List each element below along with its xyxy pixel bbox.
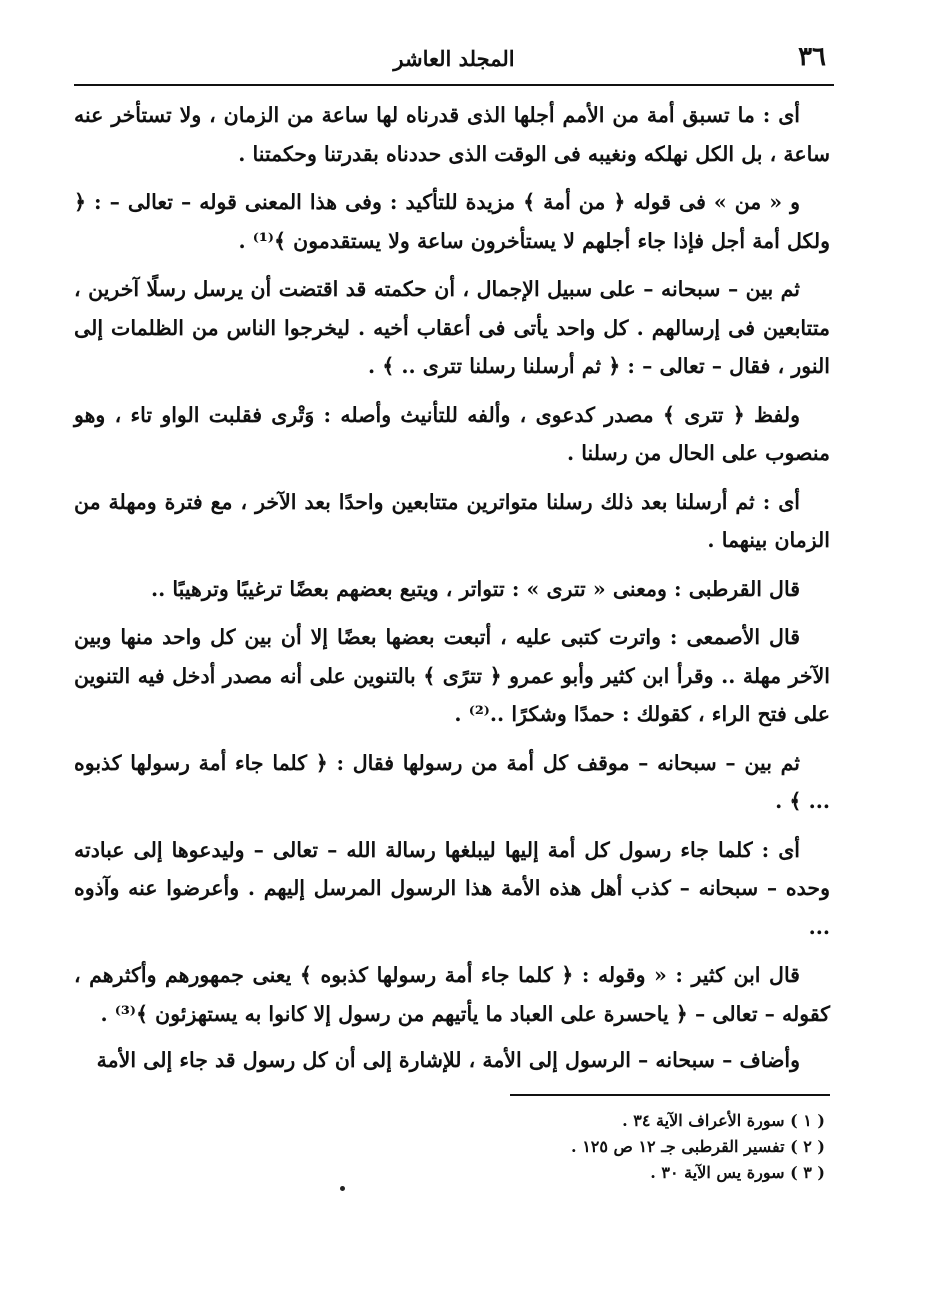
footnote: ( ١ ) سورة الأعراف الآية ٣٤ . bbox=[622, 1111, 825, 1130]
main-text bbox=[74, 96, 830, 1088]
paragraph: و « من » فى قوله ﴿ من أمة ﴾ مزيدة للتأكيد : وفى هذا المعنى قوله – تعالى – : ﴿ ولكل أمة أجل فإذا جاء أجلهم لا يستأخرون ساعة ولا يستقدمون ﴾⁽¹⁾ . bbox=[74, 190, 830, 253]
paragraph: وأضاف – سبحانه – الرسول إلى الأمة ، للإشارة إلى أن كل رسول قد جاء إلى الأمة bbox=[96, 1048, 800, 1072]
page-header bbox=[74, 40, 834, 86]
footnote: ( ٢ ) تفسير القرطبى جـ ١٢ ص ١٢٥ . bbox=[571, 1137, 825, 1156]
paragraph: أى : ثم أرسلنا بعد ذلك رسلنا متواترين متتابعين واحدًا بعد الآخر ، مع فترة ومهلة من الزمان بينهما . bbox=[74, 489, 830, 552]
paragraph: أى : ما تسبق أمة من الأمم أجلها الذى قدرناه لها ساعة من الزمان ، ولا تستأخر عنه ساعة ، بل الكل نهلكه ونغيبه فى الوقت الذى حددناه بقدرتنا وحكمتنا . bbox=[74, 103, 830, 166]
paragraph: قال ابن كثير : « وقوله : ﴿ كلما جاء أمة رسولها كذبوه ﴾ يعنى جمهورهم وأكثرهم ، كقوله – تعالى – ﴿ ياحسرة على العباد ما يأتيهم من رسول إلا كانوا به يستهزئون ﴾⁽³⁾ . bbox=[74, 963, 830, 1026]
paragraph: قال الأصمعى : واترت كتبى عليه ، أتبعت بعضها بعضًا إلا أن بين كل واحد منها وبين الآخر مهلة .. وقرأ ابن كثير وأبو عمرو ﴿ تترًى ﴾ بالتنوين على أنه مصدر أدخل فيه التنوين على فتح الراء ، كقولك : حمدًا وشكرًا ..⁽²⁾ . bbox=[74, 625, 830, 726]
paragraph: ثم بين – سبحانه – موقف كل أمة من رسولها فقال : ﴿ كلما جاء أمة رسولها كذبوه ... ﴾ . bbox=[74, 750, 830, 813]
paragraph: ولفظ ﴿ تترى ﴾ مصدر كدعوى ، وألفه للتأنيث وأصله : وَتْرى فقلبت الواو تاء ، وهو منصوب على الحال من رسلنا . bbox=[74, 402, 830, 465]
running-title: المجلد العاشر bbox=[393, 46, 515, 71]
paragraph: ثم بين – سبحانه – على سبيل الإجمال ، أن حكمته قد اقتضت أن يرسل رسلًا آخرين ، متتابعين فى إرسالهم . كل واحد يأتى فى أعقاب أخيه . ليخرجوا الناس من الظلمات إلى النور ، فقال – تعالى – : ﴿ ثم أرسلنا رسلنا تترى .. ﴾ . bbox=[74, 277, 830, 378]
page-number: ٣٦ bbox=[798, 42, 826, 72]
footnotes bbox=[225, 1108, 825, 1186]
paragraph: أى : كلما جاء رسول كل أمة إليها ليبلغها رسالة الله – تعالى – وليدعوها إلى عبادته وحده – سبحانه – كذب أهل هذه الأمة هذا الرسول المرسل إليهم . وأعرضوا عنه وآذوه ... bbox=[74, 837, 830, 939]
footnote: ( ٣ ) سورة يس الآية ٣٠ . bbox=[650, 1163, 825, 1182]
print-speck bbox=[340, 1186, 345, 1191]
paragraph: قال القرطبى : ومعنى « تترى » : تتواتر ، ويتبع بعضهم بعضًا ترغيبًا وترهيبًا .. bbox=[150, 576, 800, 601]
footnote-divider bbox=[510, 1094, 830, 1096]
